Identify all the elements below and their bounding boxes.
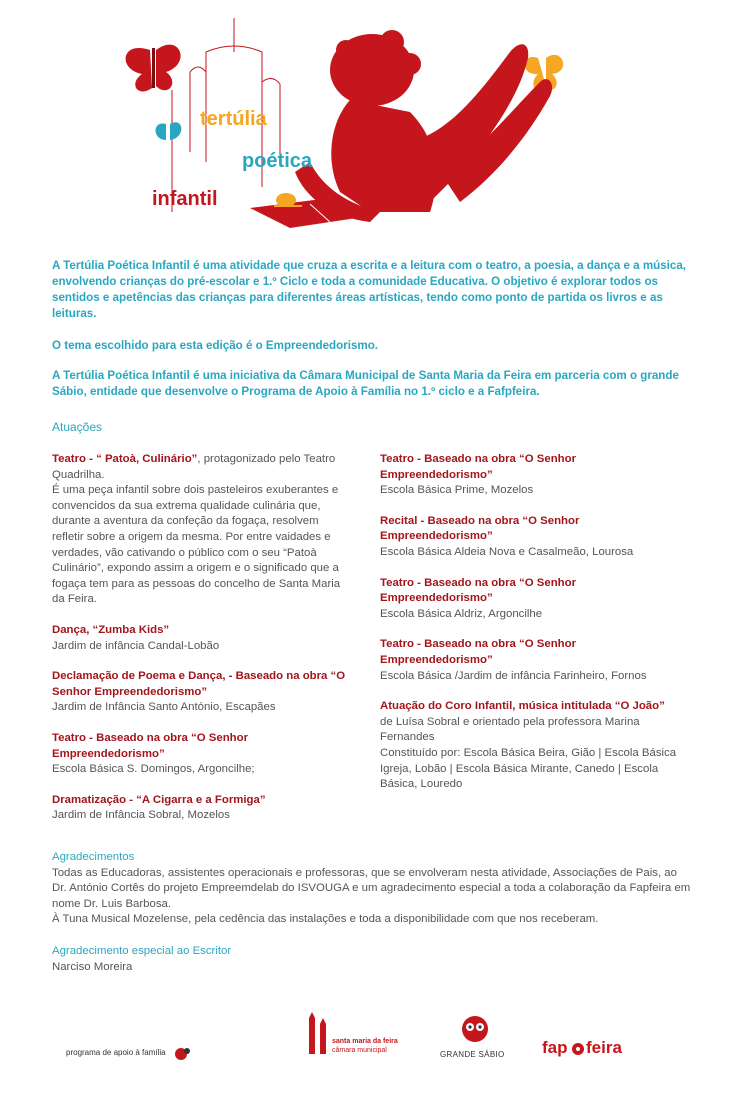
castle-tower-icon <box>306 1012 332 1056</box>
flower-icon <box>571 1041 585 1057</box>
intro-theme <box>52 338 692 354</box>
performance-item <box>52 623 352 654</box>
agradecimentos-section <box>52 850 692 928</box>
logo-programa-text: programa de apoio à família <box>66 1048 166 1057</box>
performance-venue: de Luísa Sobral e orientado pela professora Marina Fernandes <box>380 715 640 744</box>
writer-name: Narciso Moreira <box>52 960 133 973</box>
intro-paragraph-3: A Tertúlia Poética Infantil é uma iniciativa da Câmara Municipal de Santa Maria da Feira em parceria com o grande Sábio, entidade que desenvolve o Programa de Apoio à Família no 1.º ciclo e a Fafpfeira. <box>52 369 679 398</box>
intro-initiative <box>52 368 692 400</box>
performance-venue: Escola Básica Prime, Mozelos <box>380 484 534 497</box>
performance-heading: Teatro - Baseado na obra “O Senhor Empreendedorismo” <box>380 576 576 605</box>
logo-grande-sabio-text: GRANDE SÁBIO <box>440 1050 505 1059</box>
logo-camara-line2: câmara municipal <box>332 1047 387 1054</box>
performance-heading: Teatro - Baseado na obra “O Senhor Empreendedorismo” <box>380 638 576 666</box>
performance-item <box>380 452 690 499</box>
title-poetica: poética <box>242 150 313 172</box>
footer-logos <box>0 1010 744 1090</box>
logo-camara-line1: santa maria da feira <box>332 1038 398 1045</box>
owl-icon <box>460 1014 490 1044</box>
performance-item <box>380 699 690 793</box>
atuacoes-right-column <box>380 452 690 808</box>
performance-venue: Escola Básica Aldeia Nova e Casalmeão, Lourosa <box>380 545 634 558</box>
performance-item <box>52 731 352 778</box>
performance-heading: Teatro - Baseado na obra “O Senhor Empreendedorismo” <box>52 731 248 760</box>
logo-camara-municipal <box>306 1010 416 1066</box>
agradecimento-especial-section <box>52 944 692 975</box>
performance-item <box>380 576 690 623</box>
performance-item <box>380 637 690 684</box>
performance-venue: Jardim de Infância Sobral, Mozelos <box>52 809 230 822</box>
performance-venue: Escola Básica Aldriz, Argoncilhe <box>380 607 543 620</box>
performance-heading: Teatro - “ Patoà, Culinário” <box>52 453 198 465</box>
performance-venue: Jardim de Infância Santo António, Escapães <box>52 701 276 714</box>
ladybug-icon <box>172 1044 194 1062</box>
performance-item <box>52 452 352 608</box>
performance-heading: Recital - Baseado na obra “O Senhor Empreendedorismo” <box>380 514 580 543</box>
performance-composition: Constituído por: Escola Básica Beira, Gião | Escola Básica Igreja, Lobão | Escola Básica Mirante, Canedo | Escola Básica, Louredo <box>380 746 677 791</box>
agradecimento-especial-title: Agradecimento especial ao Escritor <box>52 945 232 957</box>
atuacoes-title: Atuações <box>52 420 103 434</box>
logo-programa-apoio-familia <box>66 1044 196 1064</box>
agradecimentos-paragraph-1: Todas as Educadoras, assistentes operacionais e professoras, que se envolveram nesta atividade, Associações de Pais, ao Dr. António Cortês do projeto Empreemdelab do ISVOUGA e um agradecimento especial a toda a colaboração da Fapfeira em nome Dr. Luis Barbosa. <box>52 866 691 910</box>
reclining-child-silhouette <box>295 30 552 222</box>
performance-item <box>380 514 690 561</box>
teal-butterfly-icon <box>156 122 182 140</box>
logo-fap-text: fap <box>542 1038 568 1057</box>
intro-paragraph-2: O tema escolhido para esta edição é o Empreendedorismo. <box>52 339 379 352</box>
logo-feira-text: feira <box>586 1038 622 1057</box>
performance-heading: Atuação do Coro Infantil, música intitulada “O João” <box>380 700 665 713</box>
atuacoes-left-column <box>52 452 352 839</box>
performance-venue: Escola Básica S. Domingos, Argoncilhe; <box>52 763 255 776</box>
intro-section <box>52 258 692 322</box>
performance-heading: Declamação de Poema e Dança, - Baseado na obra “O Senhor Empreendedorismo” <box>52 670 346 698</box>
performance-description: É uma peça infantil sobre dois pasteleiros exuberantes e convencidos da sua extrema qualidade culinária que, durante a aventura da confeção da fogaça, resolvem refletir sobre a origem da mesma. Por entre vaidades e verdades, vão cativando o público com o seu “Patoà Culinário”, expondo assim a origem e o significado que a fogaça tem para as pessoas do concelho de Santa Maria da Feira. <box>52 484 341 606</box>
performance-item <box>52 793 352 824</box>
performance-item <box>52 669 352 716</box>
performance-heading-rest: , protagonizado pelo Teatro Quadrilha. <box>52 453 336 481</box>
logo-grande-sabio <box>436 1014 516 1070</box>
agradecimentos-paragraph-2: À Tuna Musical Mozelense, pela cedência das instalações e toda a disponibilidade com que nos receberam. <box>52 913 599 926</box>
performance-heading: Dramatização - “A Cigarra e a Formiga” <box>52 793 266 806</box>
agradecimentos-title: Agradecimentos <box>52 851 135 863</box>
performance-venue: Escola Básica /Jardim de infância Farinheiro, Fornos <box>380 669 647 682</box>
title-tertulia: tertúlia <box>200 108 267 130</box>
logo-fapfeira <box>542 1038 652 1068</box>
performance-heading: Teatro - Baseado na obra “O Senhor Empreendedorismo” <box>380 453 576 481</box>
performance-heading: Dança, “Zumba Kids” <box>52 623 170 636</box>
title-infantil: infantil <box>152 188 218 210</box>
performance-venue: Jardim de infância Candal-Lobão <box>52 639 220 652</box>
intro-paragraph-1: A Tertúlia Poética Infantil é uma atividade que cruza a escrita e a leitura com o teatro, a poesia, a dança e a música, envolvendo crianças do pré-escolar e 1.º Ciclo e toda a comunidade Educativa. O objetivo é explorar todos os sentidos e apetências das crianças para diferentes áreas artísticas, tendo como ponto de partida os livros e as leituras. <box>52 259 687 320</box>
red-butterfly-icon <box>126 45 181 92</box>
